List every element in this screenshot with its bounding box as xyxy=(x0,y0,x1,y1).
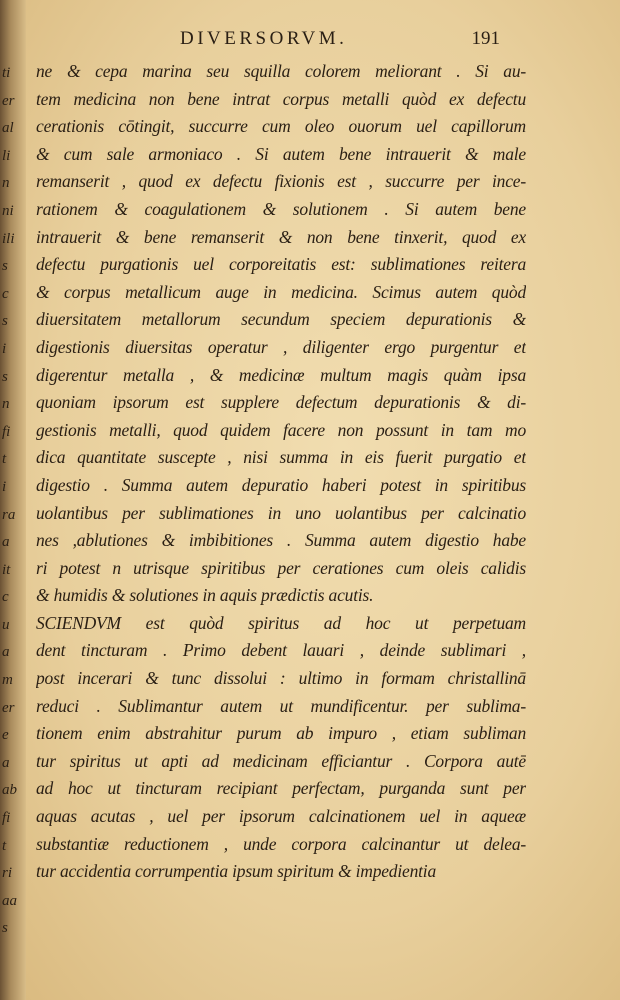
text-line: tionem enim abstrahitur purum ab impuro , etiam subliman xyxy=(36,723,526,744)
gutter-fragment: it xyxy=(2,561,11,578)
gutter-fragment: aa xyxy=(2,892,17,909)
text-line: quoniam ipsorum est supplere defectum depurationis & di- xyxy=(36,392,526,413)
gutter-fragment: s xyxy=(2,368,8,385)
facing-page-edge xyxy=(0,0,26,1000)
gutter-fragment: s xyxy=(2,258,8,275)
text-line: dica quantitate suscepte , nisi summa in eis fuerit purgatio et xyxy=(36,447,526,468)
text-line: gestionis metalli, quod quidem facere non possunt in tam mo xyxy=(36,419,526,440)
text-line: remanserit , quod ex defectu fixionis est , succurre per ince- xyxy=(36,171,526,192)
page-header xyxy=(180,28,560,54)
text-line: cerationis cōtingit, succurre cum oleo ouorum uel capillorum xyxy=(36,116,526,137)
gutter-fragment: ni xyxy=(2,202,14,219)
text-line: & corpus metallicum auge in medicina. Scimus autem quòd xyxy=(36,281,526,302)
text-line: intrauerit & bene remanserit & non bene tinxerit, quod ex xyxy=(36,226,526,247)
gutter-fragment: e xyxy=(2,727,9,744)
text-line: post incerari & tunc dissolui : ultimo in formam christallinā xyxy=(36,668,526,689)
gutter-fragment: n xyxy=(2,396,10,413)
text-line: digestionis diuersitas operatur , diligenter ergo purgentur et xyxy=(36,336,526,357)
text-line: diuersitatem metallorum secundum speciem depurationis & xyxy=(36,309,526,330)
text-line: & humidis & solutiones in aquis prædictis acutis. xyxy=(36,585,374,606)
gutter-fragment: li xyxy=(2,147,11,164)
gutter-fragment: ili xyxy=(2,230,15,247)
text-line: dent tincturam . Primo debent lauari , deinde sublimari , xyxy=(36,640,526,661)
gutter-fragment: fi xyxy=(2,810,11,827)
gutter-fragment: fi xyxy=(2,423,11,440)
text-line: tem medicina non bene intrat corpus metalli quòd ex defectu xyxy=(36,88,526,109)
running-head: DIVERSORVM. xyxy=(180,28,348,49)
text-line: reduci . Sublimantur autem ut mundificentur. per sublima- xyxy=(36,695,526,716)
gutter-fragment: s xyxy=(2,313,8,330)
gutter-fragment: i xyxy=(2,478,7,495)
gutter-fragment: i xyxy=(2,340,7,357)
gutter-fragment: al xyxy=(2,120,14,137)
text-line: rationem & coagulationem & solutionem . Si autem bene xyxy=(36,198,526,219)
text-line: & cum sale armoniaco . Si autem bene intrauerit & male xyxy=(36,143,526,164)
facing-page-text-fragments xyxy=(2,60,24,943)
gutter-fragment: a xyxy=(2,644,10,661)
gutter-fragment: n xyxy=(2,175,10,192)
text-line: tur accidentia corrumpentia ipsum spiritum & impedientia xyxy=(36,861,437,882)
gutter-fragment: s xyxy=(2,920,8,937)
text-line: aquas acutas , uel per ipsorum calcinationem uel in aqueæ xyxy=(36,806,526,827)
gutter-fragment: t xyxy=(2,451,7,468)
text-line: nes ,ablutiones & imbibitiones . Summa autem digestio habe xyxy=(36,530,526,551)
text-line: ri potest n utrisque spiritibus per cerationes cum oleis calidis xyxy=(36,557,526,578)
text-line: SCIENDVM est quòd spiritus ad hoc ut perpetuam xyxy=(36,612,526,633)
gutter-fragment: m xyxy=(2,672,13,689)
gutter-fragment: a xyxy=(2,534,10,551)
gutter-fragment: er xyxy=(2,92,15,109)
body-text xyxy=(36,58,526,886)
text-line: uolantibus per sublimationes in uno uolantibus per calcinatio xyxy=(36,502,526,523)
gutter-fragment: ti xyxy=(2,65,11,81)
gutter-fragment: er xyxy=(2,699,15,716)
gutter-fragment: ab xyxy=(2,782,17,799)
text-line: ne & cepa marina seu squilla colorem meliorant . Si au- xyxy=(36,61,526,81)
gutter-fragment: ri xyxy=(2,865,13,882)
gutter-fragment: a xyxy=(2,754,10,771)
gutter-fragment: u xyxy=(2,616,10,633)
text-line: tur spiritus ut apti ad medicinam efficiantur . Corpora autē xyxy=(36,750,526,771)
text-line: digestio . Summa autem depuratio haberi potest in spiritibus xyxy=(36,474,526,495)
text-line: defectu purgationis uel corporeitatis est: sublimationes reitera xyxy=(36,254,526,275)
gutter-fragment: c xyxy=(2,589,9,606)
gutter-fragment: ra xyxy=(2,506,16,523)
text-line: digerentur metalla , & medicinæ multum magis quàm ipsa xyxy=(36,364,526,385)
text-line: ad hoc ut tincturam recipiant perfectam, purganda sunt per xyxy=(36,778,526,799)
page-number: 191 xyxy=(471,28,500,49)
text-line: substantiæ reductionem , unde corpora calcinantur ut delea- xyxy=(36,833,526,854)
gutter-fragment: c xyxy=(2,285,9,302)
gutter-fragment: t xyxy=(2,837,7,854)
